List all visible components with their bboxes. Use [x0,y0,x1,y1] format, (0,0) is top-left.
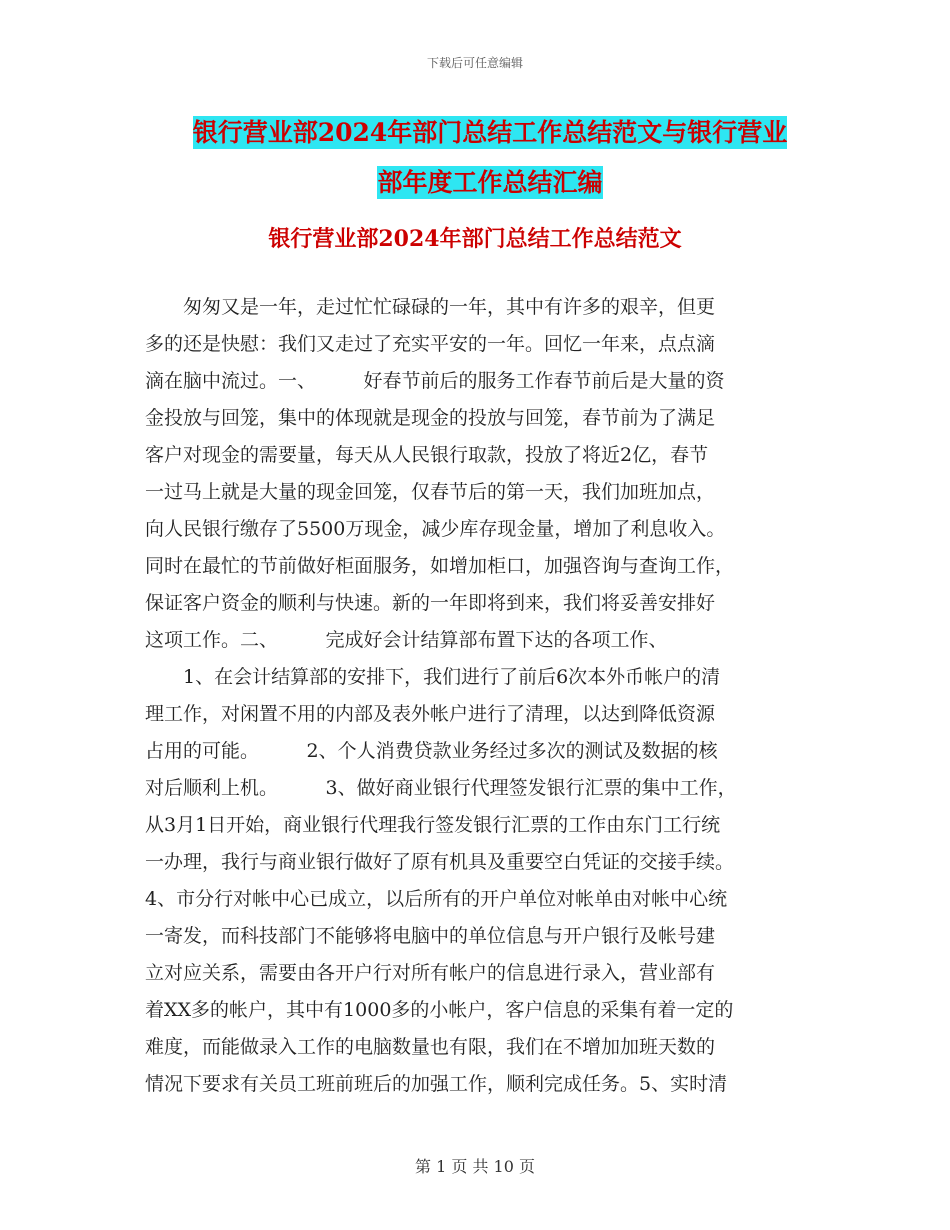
main-title [160,108,820,208]
body-line: 客户对现金的需要量，每天从人民银行取款，投放了将近2亿，春节 [145,444,709,466]
body-line: 金投放与回笼，集中的体现就是现金的投放与回笼，春节前为了满足 [145,407,716,429]
body-line: 多的还是快慰：我们又走过了充实平安的一年。回忆一年来，点点滴 [145,333,716,355]
body-line: 向人民银行缴存了5500万现金，减少库存现金量，增加了利息收入。 [145,518,726,540]
body-line: 4、市分行对帐中心已成立，以后所有的开户单位对帐单由对帐中心统 [145,888,728,910]
body-line: 一寄发，而科技部门不能够将电脑中的单位信息与开户银行及帐号建 [145,925,716,947]
section-title: 银行营业部2024年部门总结工作总结范文 [268,226,682,252]
header-note: 下载后可任意编辑 [426,56,523,70]
body-line: 一办理，我行与商业银行做好了原有机具及重要空白凭证的交接手续。 [145,851,735,873]
body-line: 从3月1日开始，商业银行代理我行签发银行汇票的工作由东门工行统 [145,814,721,836]
body-line: 匆匆又是一年，走过忙忙碌碌的一年，其中有许多的艰辛，但更 [145,296,716,318]
body-line: 情况下要求有关员工班前班后的加强工作，顺利完成任务。5、实时清 [145,1073,728,1095]
body-line: 1、在会计结算部的安排下，我们进行了前后6次本外币帐户的清 [145,666,721,688]
body-line: 立对应关系，需要由各开户行对所有帐户的信息进行录入，营业部有 [145,962,716,984]
body-line: 占用的可能。 2、个人消费贷款业务经过多次的测试及数据的核 [145,740,718,762]
body-line: 难度，而能做录入工作的电脑数量也有限，我们在不增加加班天数的 [145,1036,716,1058]
page-footer: 第 1 页 共 10 页 [415,1157,535,1176]
body-line: 理工作，对闲置不用的内部及表外帐户进行了清理，以达到降低资源 [145,703,716,725]
body-line: 着XX多的帐户，其中有1000多的小帐户，客户信息的采集有着一定的 [145,999,734,1021]
body-line: 这项工作。二、 完成好会计结算部布置下达的各项工作、 [145,629,668,651]
body-line: 一过马上就是大量的现金回笼，仅春节后的第一天，我们加班加点， [145,481,716,503]
main-title-line-2: 部年度工作总结汇编 [377,168,603,197]
main-title-line-1: 银行营业部2024年部门总结工作总结范文与银行营业 [192,118,788,147]
body-line: 对后顺利上机。 3、做好商业银行代理签发银行汇票的集中工作， [145,777,737,799]
body-line: 保证客户资金的顺利与快速。新的一年即将到来，我们将妥善安排好 [145,592,716,614]
body-line: 同时在最忙的节前做好柜面服务，如增加柜口，加强咨询与查询工作， [145,555,735,577]
body-line: 滴在脑中流过。一、 好春节前后的服务工作春节前后是大量的资 [145,370,725,392]
body-text [145,289,810,1103]
